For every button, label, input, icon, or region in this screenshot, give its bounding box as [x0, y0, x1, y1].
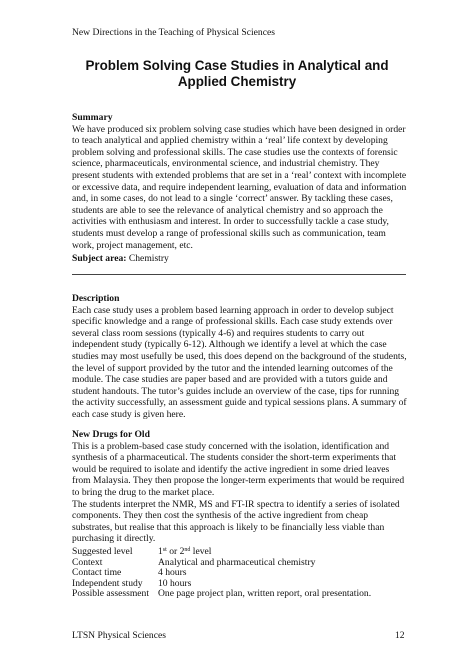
subject-area	[72, 253, 169, 265]
running-header: New Directions in the Teaching of Physical Sciences	[72, 27, 275, 38]
summary-section	[72, 112, 408, 251]
possible-assessment-label: Possible assessment	[72, 588, 150, 600]
context-value: Analytical and pharmaceutical chemistry	[158, 556, 316, 568]
summary-heading: Summary	[72, 112, 113, 123]
new-drugs-section	[72, 429, 408, 545]
table-row	[72, 547, 371, 558]
new-drugs-heading: New Drugs for Old	[72, 429, 150, 440]
page-number: 12	[395, 630, 405, 641]
independent-study-value: 10 hours	[158, 577, 192, 589]
possible-assessment-value: One page project plan, written report, oral presentation.	[158, 588, 372, 600]
contact-time-value: 4 hours	[158, 567, 187, 579]
title-line-1: Problem Solving Case Studies in Analytical and	[85, 58, 389, 73]
new-drugs-para-2: The students interpret the NMR, MS and FT-IR spectra to identify a series of isolated components. They then cost the synthesis of the active ingredient from cheap substrates, but realise that this approach is likely to be financially less viable than purchasing it directly.	[72, 498, 400, 545]
subject-area-label: Subject area:	[72, 253, 127, 264]
page-title	[40, 58, 434, 90]
description-section	[72, 293, 408, 421]
context-label: Context	[72, 556, 103, 568]
description-text: Each case study uses a problem based learning approach in order to develop subject specific knowledge and a range of professional skills. Each case study extends over several class room sessions (typically 4-6) and requires students to carry out independent study (typically 6-12). Although we identify a level at which the case studies may most usefully be used, this does depend on the background of the students, the level of support provided by the tutor and the intended learning outcomes of the module. The case studies are paper based and are provided with a tutors guide and student handouts. The tutor’s guides include an overview of the case, tips for running the activity successfully, an assessment guide and typical sessions plans. A summary of each case study is given here.	[72, 304, 407, 420]
summary-text: We have produced six problem solving case studies which have been designed in order to teach analytical and applied chemistry within a ‘real’ life context by developing problem solving and professional skills. The case studies use the contexts of forensic science, pharmaceuticals, environmental science, and industrial chemistry. They present students with extended problems that are set in a ‘real’ context with incomplete or excessive data, and require independent learning, evaluation of data and information and, in some cases, do not lead to a single ‘correct’ answer. By tackling these cases, students are able to see the relevance of analytical chemistry and so approach the activities with enthusiasm and interest. In order to successfully tackle a case study, students must develop a range of professional skills such as communication, team work, project management, etc.	[72, 123, 407, 251]
section-divider	[72, 274, 406, 275]
footer-publisher: LTSN Physical Sciences	[72, 630, 166, 641]
table-row	[72, 589, 371, 600]
contact-time-label: Contact time	[72, 567, 122, 579]
suggested-level-value: 1st or 2nd level	[158, 546, 212, 557]
independent-study-label: Independent study	[72, 577, 143, 589]
case-study-details-table	[72, 547, 371, 600]
suggested-level-label: Suggested level	[72, 546, 133, 557]
subject-area-value: Chemistry	[128, 253, 169, 264]
description-heading: Description	[72, 293, 120, 304]
new-drugs-para-1: This is a problem-based case study concerned with the isolation, identification and synthesis of a pharmaceutical. The students consider the short-term experiments that would be required to isolate and identify the active ingredient in some dried leaves from Malaysia. They then propose the longer-term experiments that would be required to bring the drug to the market place.	[72, 440, 405, 498]
title-line-2: Applied Chemistry	[177, 74, 297, 89]
